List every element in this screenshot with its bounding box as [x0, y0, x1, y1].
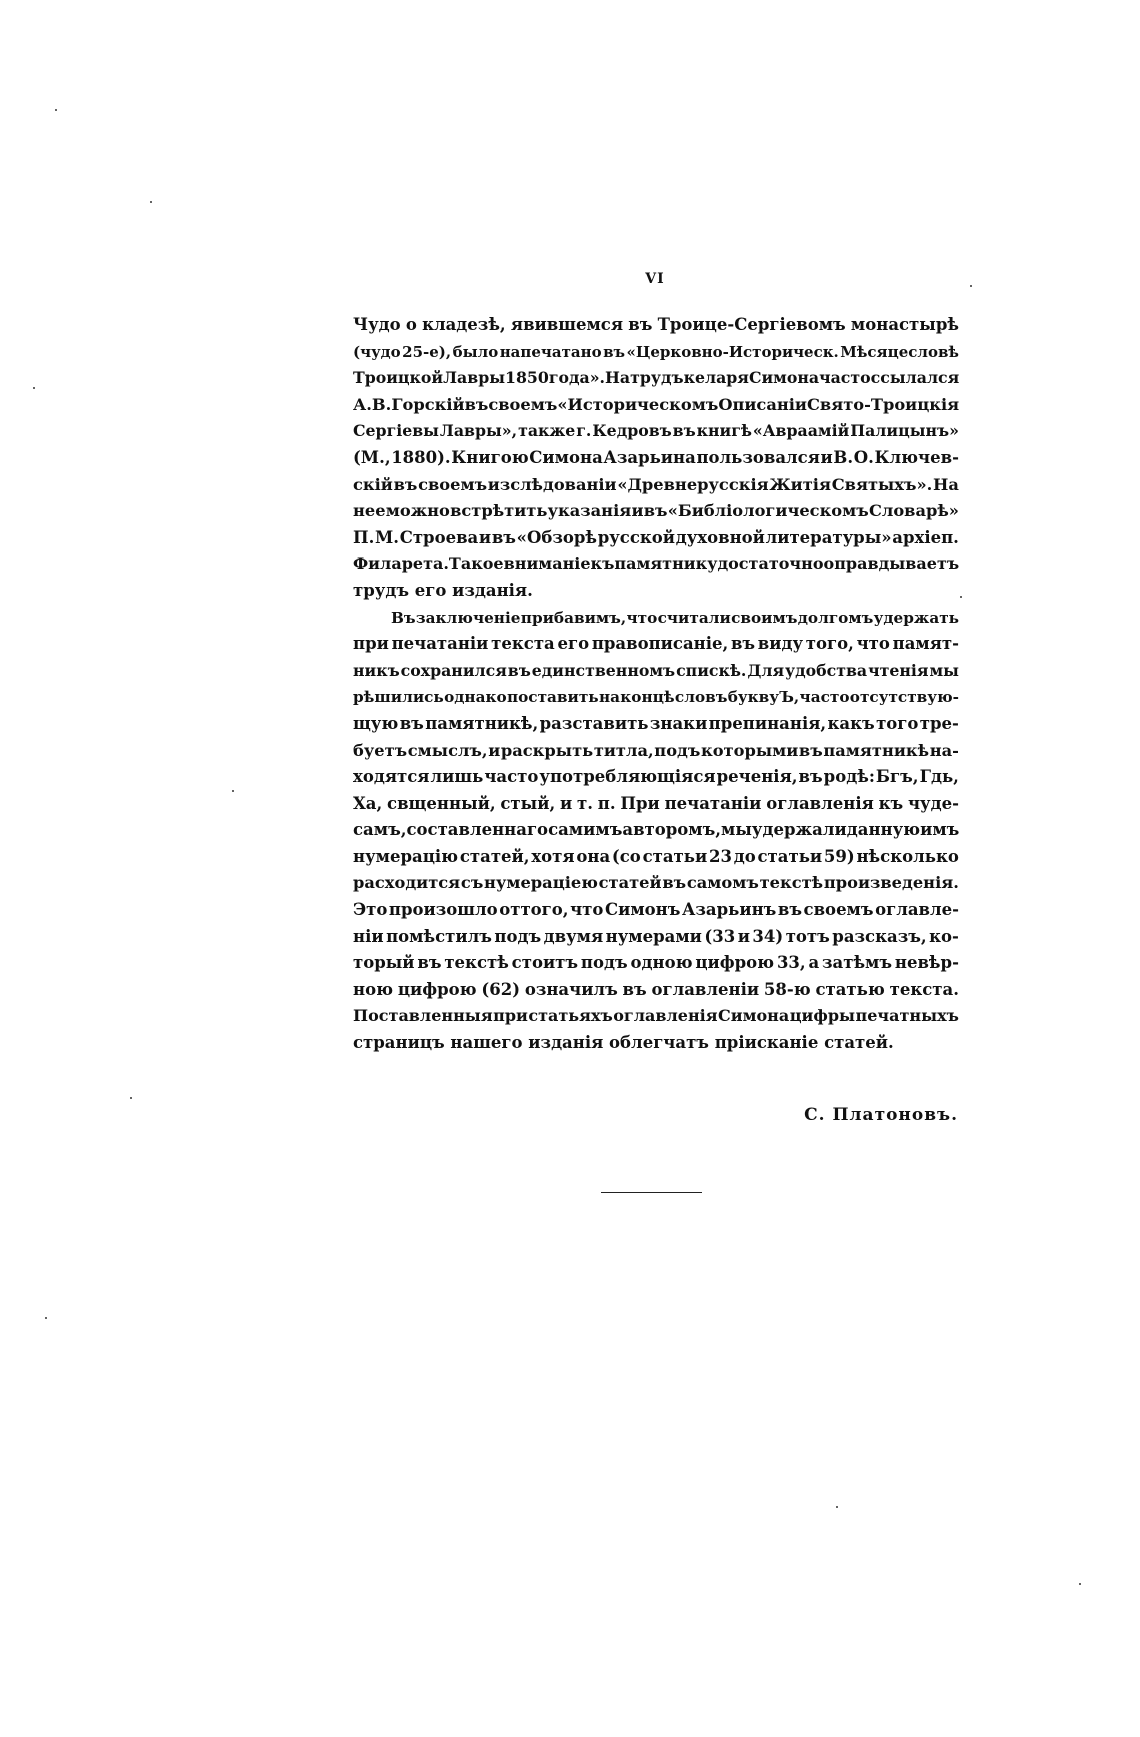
text-line: страницъ нашего изданія облегчатъ пріисканіе статей. — [353, 1033, 894, 1053]
text-line: А. В. Горскій въ своемъ «Историческомъ Описаніи Свято-Троицкія — [353, 394, 960, 414]
scan-speck — [960, 596, 962, 598]
author-signature: С. Платоновъ. — [804, 1105, 958, 1125]
text-line: трудъ его изданія. — [353, 580, 533, 600]
text-line: буетъ смыслъ, и раскрыть титла, подъ которыми въ памятникѣ на- — [353, 740, 959, 760]
paragraph-1 — [353, 312, 959, 605]
text-line: самъ, составленнаго самимъ авторомъ, мы удержали данную имъ — [353, 820, 960, 840]
scan-speck — [150, 201, 152, 203]
scan-speck — [130, 1097, 132, 1099]
text-line: расходится съ нумераціею статей въ самомъ текстѣ произведенія. — [353, 873, 959, 893]
scan-speck — [1079, 1583, 1081, 1585]
scan-speck — [232, 790, 234, 792]
scan-speck — [45, 1317, 47, 1319]
text-line: нумерацію статей, хотя она (со статьи 23 до статьи 59) нѣсколько — [353, 846, 959, 866]
paragraph-2 — [353, 605, 959, 1057]
text-line: Сергіевы Лавры», также г. Кедровъ въ книгѣ «Авраамій Палицынъ» — [353, 421, 959, 441]
text-line: скій въ своемъ изслѣдованіи «Древнерусскія Житія Святыхъ». На — [353, 474, 959, 494]
text-line: при печатаніи текста его правописаніе, въ виду того, что памят- — [353, 634, 959, 654]
text-line: ною цифрою (62) означилъ въ оглавленіи 58-ю статью текста. — [353, 979, 959, 999]
text-line: Это произошло оттого, что Симонъ Азарьинъ въ своемъ оглавле- — [353, 900, 959, 920]
text-line: Чудо о кладезѣ, явившемся въ Троице-Сергіевомъ монастырѣ — [353, 315, 959, 334]
scan-speck — [33, 387, 35, 389]
text-line: П. М. Строева и въ «Обзорѣ русской духовной литературы» архіеп. — [353, 527, 959, 547]
text-line: Ха, свщенный, стый, и т. п. При печатаніи оглавленія къ чуде- — [353, 793, 959, 813]
text-line: Поставленныя при статьяхъ оглавленія Симона цифры печатныхъ — [353, 1006, 959, 1026]
scan-speck — [55, 109, 57, 111]
text-line: торый въ текстѣ стоитъ подъ одною цифрою 33, а затѣмъ невѣр- — [353, 953, 959, 973]
text-line: ніи помѣстилъ подъ двумя нумерами (33 и 34) тотъ разсказъ, ко- — [353, 926, 959, 946]
scan-speck — [970, 285, 972, 287]
text-line: нее можно встрѣтить указанія и въ «Библіологическомъ Словарѣ» — [353, 501, 959, 521]
text-line: Троицкой Лавры 1850 года». На трудъ келаря Симона часто ссылался — [353, 368, 960, 388]
text-line: Филарета. Такое вниманіе къ памятнику достаточно оправдываетъ — [353, 554, 960, 574]
text-line: рѣшились однако поставить на концѣ словъ букву Ъ, часто отсутствую- — [353, 688, 959, 707]
scan-speck — [836, 1506, 838, 1508]
page-number: VI — [645, 271, 665, 287]
section-divider-rule — [601, 1192, 702, 1193]
text-line: (М., 1880). Книгою Симона Азарьина пользовался и В. О. Ключев- — [353, 447, 959, 467]
text-line: никъ сохранился въ единственномъ спискѣ. Для удобства чтенія мы — [353, 660, 959, 680]
text-line: Въ заключеніе прибавимъ, что считали своимъ долгомъ удержать — [391, 608, 959, 627]
text-line: ходятся лишь часто употребляющіяся реченія, въ родѣ: Бгъ, Гдь, — [353, 767, 959, 787]
body-text — [353, 312, 959, 1057]
text-line: (чудо 25-е), было напечатано въ «Церковно-Историческ. Мѣсяцесловѣ — [353, 342, 959, 361]
text-line: щую въ памятникѣ, разставить знаки препинанія, какъ того тре- — [353, 713, 959, 733]
